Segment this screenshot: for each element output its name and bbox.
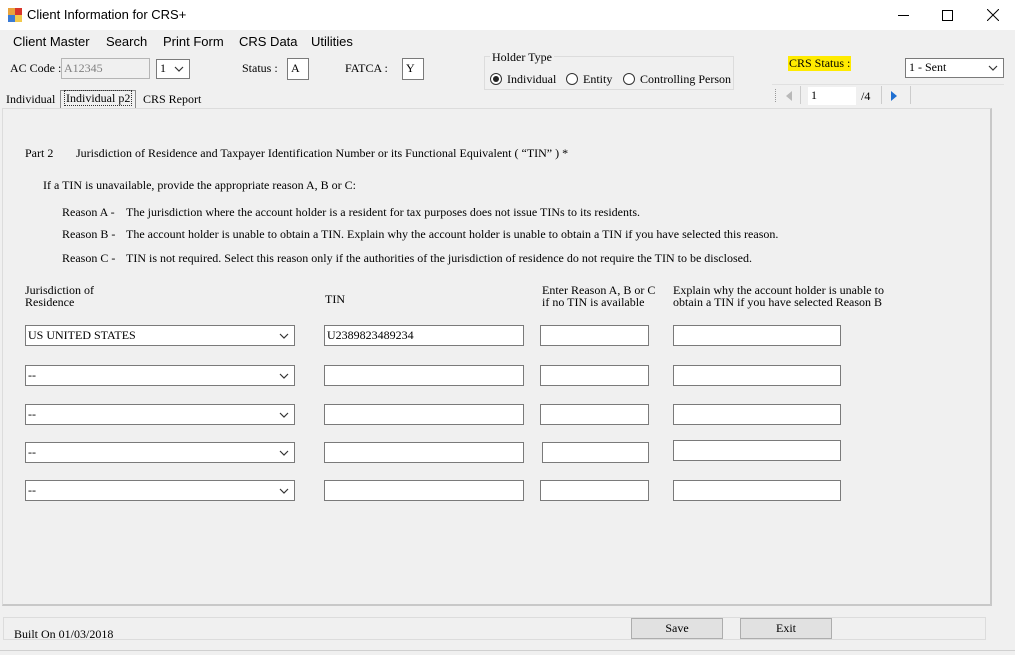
reason-input-4[interactable] [542, 442, 649, 463]
navigator-separator [881, 86, 882, 104]
tin-input-3[interactable] [324, 404, 524, 425]
jurisdiction-value-3: -- [28, 407, 36, 421]
part-heading: Jurisdiction of Residence and Taxpayer Identification Number or its Functional Equivalent ( “TIN” ) * [76, 146, 569, 160]
column-tin-header: TIN [325, 292, 345, 306]
explain-input-5[interactable] [673, 480, 841, 501]
menu-print-form[interactable]: Print Form [163, 34, 224, 49]
explain-input-1[interactable] [673, 325, 841, 346]
record-position-field[interactable]: 1 [808, 87, 856, 105]
jurisdiction-select-4[interactable] [25, 442, 295, 463]
reason-input-2[interactable] [540, 365, 649, 386]
status-label: Status : [242, 61, 278, 75]
tin-input-4[interactable] [324, 442, 524, 463]
reason-b-text: The account holder is unable to obtain a TIN. Explain why the account holder is unable to obtain a TIN if you have selected this reason. [126, 227, 779, 241]
reason-a-text: The jurisdiction where the account holder is a resident for tax purposes does not issue TINs to its residents. [126, 205, 640, 219]
chevron-down-icon [988, 64, 998, 72]
chevron-down-icon [279, 372, 289, 380]
app-icon [8, 8, 22, 22]
chevron-down-icon [279, 411, 289, 419]
next-record-icon[interactable] [889, 90, 899, 102]
ac-code-label: AC Code : [10, 61, 62, 75]
holder-type-label: Holder Type [492, 50, 552, 64]
fatca-field[interactable]: Y [402, 58, 424, 80]
status-strip [3, 617, 986, 640]
reason-input-1[interactable] [540, 325, 649, 346]
menu-crs-data[interactable]: CRS Data [239, 34, 298, 49]
crs-status-select[interactable] [905, 58, 1004, 78]
column-explain-line1: Explain why the account holder is unable to [673, 283, 884, 297]
crs-status-label: CRS Status : [789, 56, 851, 70]
window-title: Client Information for CRS+ [27, 7, 187, 22]
tin-unavailable-intro: If a TIN is unavailable, provide the appropriate reason A, B or C: [43, 178, 357, 192]
column-reason-header [542, 284, 655, 308]
holder-type-individual-label: Individual [507, 72, 557, 86]
previous-record-icon[interactable] [784, 90, 794, 102]
maximize-button[interactable] [924, 0, 970, 30]
tab-individual[interactable]: Individual [6, 92, 56, 106]
jurisdiction-select-5[interactable] [25, 480, 295, 501]
navigator-grip [775, 89, 778, 102]
tab-crs-report[interactable]: CRS Report [143, 92, 202, 106]
window-bottom-border [0, 650, 1015, 651]
jurisdiction-value-5: -- [28, 483, 36, 497]
column-explain-header [673, 284, 884, 308]
reason-input-5[interactable] [540, 480, 649, 501]
holder-type-entity-label: Entity [583, 72, 613, 86]
menu-utilities[interactable]: Utilities [311, 34, 353, 49]
reason-c-code: Reason C - [62, 251, 116, 265]
minimize-icon [898, 10, 909, 21]
navigator-separator [910, 86, 911, 104]
column-explain-line2: obtain a TIN if you have selected Reason B [673, 295, 883, 309]
fatca-label: FATCA : [345, 61, 388, 75]
reason-input-3[interactable] [540, 404, 649, 425]
ac-seq-value: 1 [160, 61, 166, 75]
holder-type-controlling-person-label: Controlling Person [640, 72, 732, 86]
holder-type-individual-radio[interactable] [490, 73, 502, 85]
menu-client-master[interactable]: Client Master [13, 34, 90, 49]
column-reason-line2: if no TIN is available [542, 295, 645, 309]
column-reason-line1: Enter Reason A, B or C [542, 283, 656, 297]
holder-type-entity-radio[interactable] [566, 73, 578, 85]
minimize-button[interactable] [880, 0, 926, 30]
part-number: Part 2 [25, 146, 54, 160]
close-icon [987, 9, 999, 21]
jurisdiction-value-2: -- [28, 368, 36, 382]
reason-c-text: TIN is not required. Select this reason only if the authorities of the jurisdiction of residence do not require the TIN to be disclosed. [126, 251, 752, 265]
jurisdiction-select-2[interactable] [25, 365, 295, 386]
built-on-label: Built On 01/03/2018 [14, 627, 114, 641]
tin-input-2[interactable] [324, 365, 524, 386]
chevron-down-icon [279, 487, 289, 495]
explain-input-3[interactable] [673, 404, 841, 425]
chevron-down-icon [279, 449, 289, 457]
reason-b-code: Reason B - [62, 227, 116, 241]
chevron-down-icon [174, 65, 184, 73]
close-button[interactable] [970, 0, 1015, 30]
jurisdiction-value-1: US UNITED STATES [28, 328, 136, 342]
holder-type-controlling-person-radio[interactable] [623, 73, 635, 85]
tab-individual-p2-label: Individual p2 [66, 91, 131, 105]
crs-status-value: 1 - Sent [909, 60, 947, 74]
explain-input-2[interactable] [673, 365, 841, 386]
jurisdiction-value-4: -- [28, 445, 36, 459]
column-jurisdiction-line1: Jurisdiction of [25, 283, 94, 297]
record-navigator [772, 84, 1004, 107]
status-field[interactable]: A [287, 58, 309, 80]
column-jurisdiction-line2: Residence [25, 295, 75, 309]
save-button[interactable]: Save [631, 618, 723, 639]
tab-individual-p2[interactable] [60, 90, 136, 108]
jurisdiction-select-1[interactable] [25, 325, 295, 346]
menu-search[interactable]: Search [106, 34, 148, 49]
explain-input-4[interactable] [673, 440, 841, 461]
tin-input-5[interactable] [324, 480, 524, 501]
navigator-separator [800, 86, 801, 104]
maximize-icon [942, 10, 953, 21]
ac-code-field[interactable]: A12345 [61, 58, 150, 79]
jurisdiction-select-3[interactable] [25, 404, 295, 425]
exit-button[interactable]: Exit [740, 618, 832, 639]
ac-seq-select[interactable] [156, 59, 190, 79]
reason-a-code: Reason A - [62, 205, 115, 219]
record-total-label: /4 [861, 89, 871, 103]
column-jurisdiction-header [25, 284, 94, 308]
chevron-down-icon [279, 332, 289, 340]
tin-input-1[interactable]: U2389823489234 [324, 325, 524, 346]
